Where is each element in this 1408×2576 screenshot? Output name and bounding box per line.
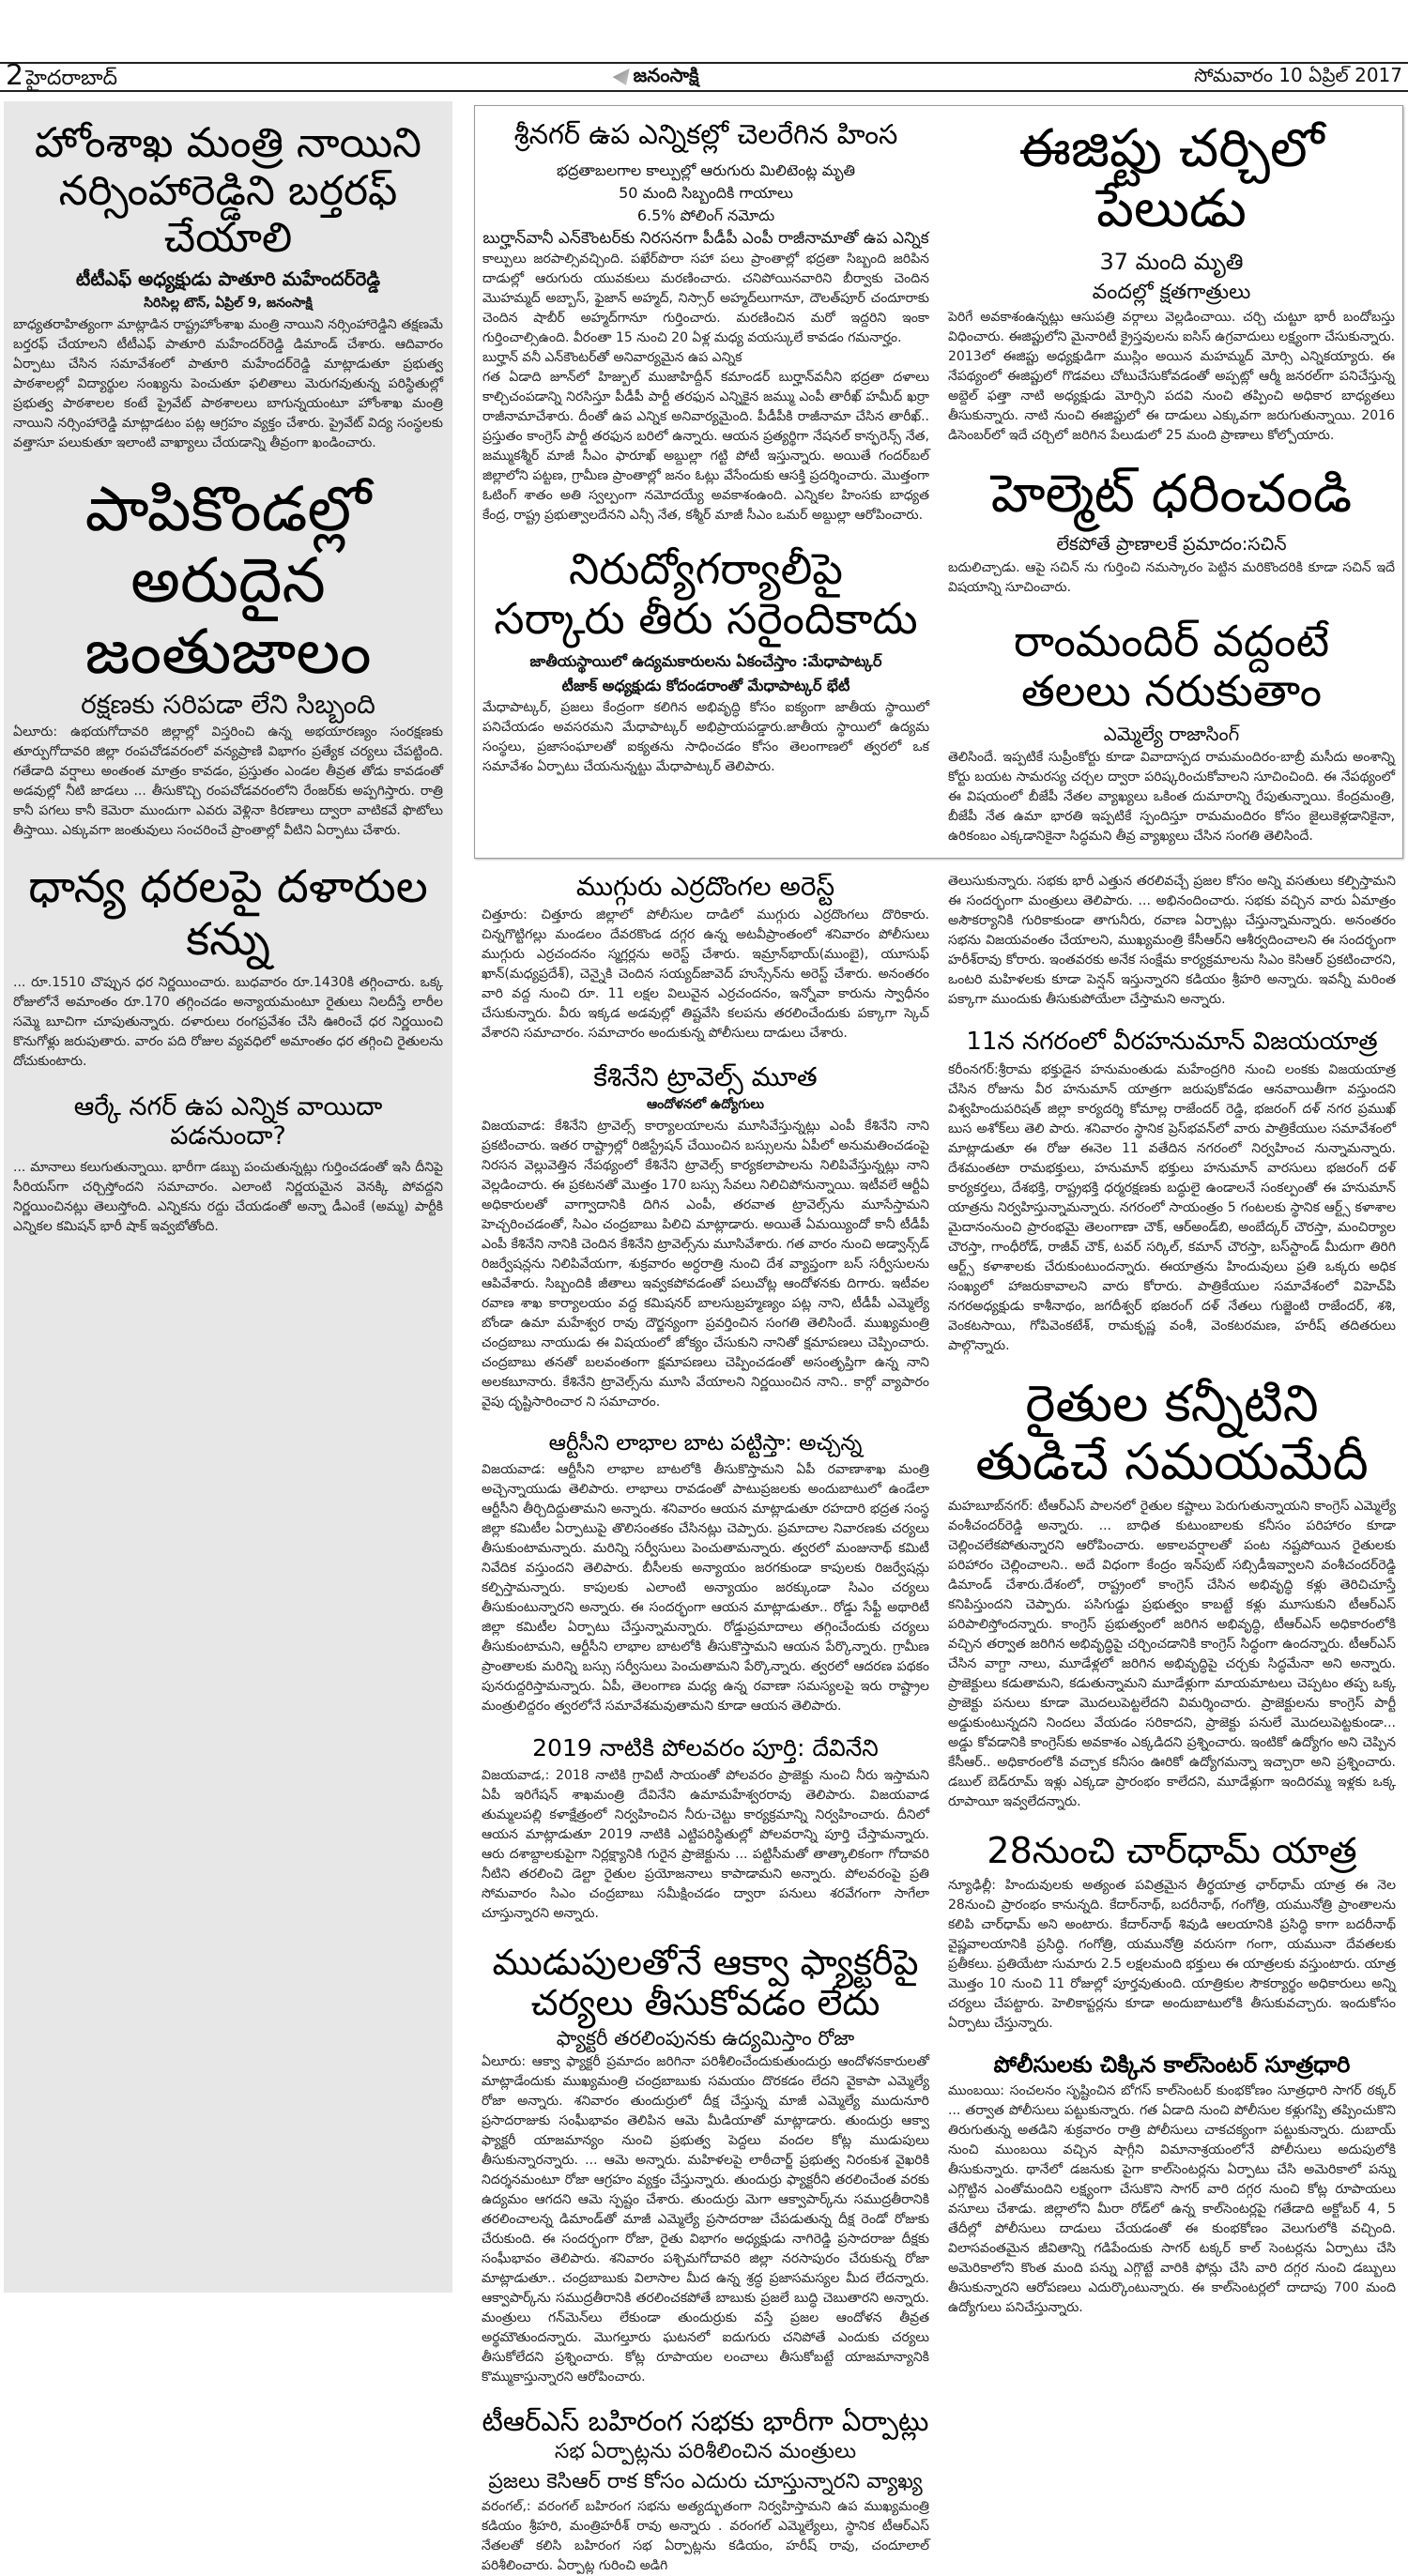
article-body: ... మానాలు కలుగుతున్నాయి. భారీగా డబ్బు పంచుతున్నట్లు గుర్తించడంతో ఇసి దీనిపై సీరియస్‌గా చర్చిస్తోందని సమాచారం. ఎలాంటి నిర్ణయమైన వెనక్కి పోవద్దని నిర్ణయించినట్లు తెలుస్తోంది. ఎన్నికను రద్దు చేయడంతో అన్నా డీఎంకే (అమ్మ) పార్టీకి ఎన్నికల కమిషన్ భారీ షాక్ ఇవ్వబోతోంది. bbox=[13, 1159, 443, 1234]
article-rk-nagar bbox=[13, 1092, 443, 1237]
article-body: బదులిచ్చాడు. ఆపై సచిన్ ను గుర్తించి నమస్కారం పెట్టిన మరికొందరికి కూడా సచిన్ ఇదే విషయాన్ని సూచించారు. bbox=[948, 560, 1395, 596]
subhead: లేకపోతే ప్రాణాలకే ప్రమాదం:సచిన్ bbox=[1056, 534, 1287, 556]
subhead: జాతీయస్థాయిలో ఉద్యమకారులను ఏకంచేస్తాం :మేధాపాట్కర్ bbox=[529, 652, 882, 671]
headline: హోంశాఖ మంత్రి నాయిని bbox=[34, 119, 422, 167]
issue-date: సోమవారం 10 ఏప్రిల్ 2017 bbox=[1194, 63, 1402, 86]
subhead: రక్షణకు సరిపడా లేని సిబ్బంది bbox=[81, 689, 375, 721]
headline: ముగ్గురు ఎర్రదొంగల అరెస్ట్ bbox=[575, 870, 835, 902]
headline: రైతుల కన్నీటిని bbox=[1025, 1373, 1319, 1433]
headline: ఆర్టీసీని లాభాల బాట పట్టిస్తా: అచ్చన్న bbox=[548, 1431, 863, 1456]
article-egypt-blast bbox=[948, 119, 1395, 446]
article-polavaram bbox=[482, 1735, 929, 1924]
headline: పాపికొండల్లో bbox=[84, 472, 372, 545]
article-srinagar bbox=[482, 119, 929, 526]
headline: పోలీసులకు చిక్కిన కాల్‌సెంటర్ సూత్రధారి bbox=[993, 2050, 1351, 2078]
article-body: న్యూఢిల్లీ: హిందువులకు అత్యంత పవిత్రమైన తీర్థయాత్ర ఛార్‌ధామ్ యాత్ర ఈ నెల 28నుంచి ప్రారంభం కానున్నది. కేదార్‌నాథ్, బదరీనాథ్, గంగోత్రి, యమునోత్రి ప్రాంతాలను కలిపి చార్‌ధామ్ అని అంటారు. కేదార్‌నాథ్ శివుడి ఆలయానికి ప్రసిద్ధి కాగా బదరీనాథ్ వైష్ణవాలయానికి ప్రసిద్ధి. గంగోత్రి, యమునోత్రి వరుసగా గంగా, యమునా దేవతలకు ప్రతీకలు. ప్రతియేటా సుమారు 2.5 లక్షలమంది భక్తులు ఈ యాత్రలకు వస్తుంటారు. యాత్ర మొత్తం 10 నుంచి 11 రోజుల్లో పూర్తవుతుంది. యాత్రికుల సౌకర్యార్థం అధికారులు అన్ని చర్యలు చేపట్టారు. హెలికాప్టర్లను కూడా అందుబాటులోకి తీసుకువచ్చారు. ఇందుకోసం ఏర్పాటు చేస్తున్నారు. bbox=[948, 1877, 1396, 2031]
article-farmers bbox=[948, 1375, 1396, 1812]
article-body: ఏలూరు: ఆక్వా ఫ్యాక్టరీ ప్రమాదం జరిగినా పరిశీలించేందుకుతుందుర్రు ఆందోళనకారులతో మాట్లాడేందుకు ముఖ్యమంత్రి చంద్రబాబుకు సమయం దొరకడం లేదని వైకాపా ఎమ్మెల్యే రోజా అన్నారు. శనివారం తుందుర్రులో దీక్ష చేస్తున్న మాజీ ఎమ్మెల్యే ముదునూరి ప్రసాదరాజుకు సంఘీభావం తెలిపిన ఆమె మీడియాతో మాట్లాడారు. తుందుర్రు ఆక్వా ఫ్యాక్టరీ యాజమాన్యం నుంచి ప్రభుత్వ పెద్దలు వందల కోట్ల ముడుపులు తీసుకున్నారన్నారు. ... ఆమె అన్నారు. మహిళలపై లాఠీచార్జ్ ప్రభుత్వ నిరంకుశ వైఖరికి నిదర్శనమంటూ రోజా ఆగ్రహం వ్యక్తం చేస్తున్నారు. తుందుర్రు ఫ్యాక్టరీని తరలించేంత వరకు ఉద్యమం ఆగదని ఆమె స్పష్టం చేశారు. తుందుర్రు మెగా ఆక్వాపార్క్‌ను సముద్రతీరానికి తరలించాలన్న డిమాండ్‌తో మాజీ ఎమ్మెల్యే ప్రసాదరాజు చేపడుతున్న దీక్ష రెండో రోజుకు చేరుకుంది. ఈ సందర్భంగా రోజా, రైతు విభాగం అధ్యక్షుడు నాగిరెడ్డి ప్రసాదరాజు దీక్షకు సంఘీభావం తెలిపారు. శనివారం పశ్చిమగోదావరి జిల్లా నరసాపురం చేరుకున్న రోజా మాట్లాడుతూ.. చంద్రబాబుకు విలాసాల మీద ఉన్న శ్రద్ధ ప్రజాసమస్యల మీద లేదన్నారు. ఆక్వాపార్క్‌ను సముద్రతీరానికి తరలించకపోతే బాబుకు ప్రజలే బుద్ధి చెబుతారని అన్నారు. మంత్రులు గన్‌మెన్‌లు లేకుండా తుందుర్రుకు వస్తే ప్రజల ఆందోళన తీవ్రత అర్థమౌతుందన్నారు. మొగల్తూరు ఘటనలో ఐదుగురు చనిపోతే ఎందుకు చర్యలు తీసుకోలేదని ప్రశ్నించారు. కోట్ల రూపాయల లంచాలు తీసుకోబట్టే యాజమాన్యానికి కొమ్ముకాస్తున్నారని ఆరోపించారు. bbox=[482, 2053, 929, 2385]
article-unemployment-rally bbox=[482, 544, 929, 777]
headline: 2019 నాటికి పోలవరం పూర్తి: దేవినేని bbox=[532, 1733, 879, 1761]
article-call-center bbox=[948, 2052, 1396, 2319]
headline: రాంమందిర్ వద్దంటే bbox=[1013, 616, 1330, 667]
lower-columns bbox=[474, 872, 1403, 2576]
subhead: సభ ఏర్పాట్లను పరిశీలించిన మంత్రులు bbox=[554, 2440, 857, 2464]
headline: సర్కారు తీరు సరైందికాదు bbox=[494, 593, 918, 645]
subhead: బుర్హాన్‌వానీ ఎన్‌కౌంటర్‌కు నిరసనగా పీడీపీ ఎంపీ రాజీనామాతో ఉప ఎన్నిక bbox=[482, 229, 929, 249]
subhead: భద్రతాబలగాల కాల్పుల్లో ఆరుగురు మిలిటెంట్ల మృతి bbox=[557, 161, 855, 180]
headline: అరుదైన జంతుజాలం bbox=[84, 543, 372, 688]
article-grain-prices bbox=[13, 861, 443, 1071]
article-body: పెరిగే అవకాశంఉన్నట్లు ఆసుపత్రి వర్గాలు వెల్లడించాయి. చర్చి చుట్టూ భారీ బందోబస్తు విధించారు. ఈజిప్టులోని మైనారిటీ క్రైస్తవులను ఐసిస్ ఉగ్రవాదులు లక్ష్యంగా చేసుకున్నారు. 2013లో ఈజిప్టు అధ్యక్షుడిగా ముస్లిం అయిన మహమ్మద్ మోర్సి ఎన్నికయ్యారు. ఈ నేపథ్యంలో ఈజిప్టులో గొడవలు చోటుచేసుకోవడంతో అప్పట్లో ఆర్మీ జనరల్‌గా పనిచేస్తున్న అబ్దెల్ ఫత్తా నాటి అధ్యక్షుడు మోర్సిని పదవి నుంచి తప్పించి అధికార బాధ్యతలు తీసుకున్నారు. నాటి నుంచి ఈజిప్టులో ఈ దాడులు ఎక్కువగా జరుగుతున్నాయి. 2016 డిసెంబర్‌లో ఇదే చర్చిలో జరిగిన పేలుడులో 25 మంది ప్రాణాలు కోల్పోయారు. bbox=[948, 309, 1395, 443]
headline: తలలు నరుకుతాం bbox=[1020, 665, 1323, 717]
subhead: ప్రజలు కెసిఆర్ రాక కోసం ఎదురు చూస్తున్నారని వ్యాఖ్య bbox=[488, 2470, 923, 2494]
paper-name: జనంసాక్షి bbox=[633, 63, 699, 86]
headline: ధాన్య ధరలపై దళారుల కన్ను bbox=[28, 861, 428, 966]
headline: శ్రీనగర్ ఉప ఎన్నికల్లో చెలరేగిన హింస bbox=[513, 118, 898, 150]
inline-subhead: బుర్హాన్ వనీ ఎన్‌కౌంటర్‌తో అనివార్యమైన ఉప ఎన్నిక bbox=[482, 350, 742, 366]
subhead: 37 మంది మృతి bbox=[1099, 248, 1244, 275]
subhead: ఫ్యాక్టరీ తరలింపునకు ఉద్యమిస్తాం రోజా bbox=[556, 2026, 855, 2050]
article-body: తెలుసుకున్నారు. సభకు భారీ ఎత్తున తరలివచ్చే ప్రజల కోసం అన్ని వసతులు కల్పిస్తామని ఈ సందర్భంగా మంత్రులు తెలిపారు. ... అభినందించారు. సభకు వచ్చిన వారు ఏమాత్రం అసౌకర్యానికి గురికాకుండా తాగునీరు, రవాణ ఏర్పాట్లు చేస్తున్నామన్నారు. అనంతరం సభను విజయవంతం చేయాలని, ముఖ్యమంత్రి కేసీఆర్‌ని ఆశీర్వదించాలని ఈ సందర్భంగా హరీశ్‌రావు కోరారు. ఇంతవరకు అనేక సంక్షేమ కార్యక్రమాలను సిఎం కెసిఆర్ ప్రకటించారని, ఒంటరి మహిళలకు కూడా పెన్షన్ ఇస్తున్నారని కడియం శ్రీహరి అన్నారు. ఇవన్నీ మరింత పక్కాగా ముందుకు తీసుకుపోయేలా చేస్తామని అన్నారు. bbox=[948, 873, 1396, 1007]
article-body: విజయవాడ: ఆర్టీసీని లాభాల బాటలోకి తీసుకొస్తామని ఏపీ రవాణాశాఖ మంత్రి అచ్చెన్నాయుడు తెలిపారు. లాభాలు రావడంతో పాటుప్రజలకు అందుబాటులో ఉండేలా ఆర్టీసీని తీర్చిదిద్దుతామని అన్నారు. శనివారం ఆయన మాట్లాడుతూ రహదారి భద్రత సంస్థ జిల్లా కమిటీల ఏర్పాటుపై తొలిసంతకం చేసినట్లు చెప్పారు. ప్రమాదాల నివారణకు చర్యలు తీసుకుంటామన్నారు. మరిన్ని సర్వీసులు పెంచుతామన్నారు. త్వరలో మంజునాథ్ కమిటీ నివేదిక వస్తుందని తెలిపారు. బీసీలకు అన్యాయం జరగకుండా కాపులకు రిజర్వేషన్లు కల్పిస్తామన్నారు. కాపులకు ఎలాంటి అన్యాయం జరక్కుండా సిఎం చర్యలు తీసుకుంటున్నారని అన్నారు. ఈ సందర్భంగా ఆయన మాట్లాడుతూ.. రోడ్డు సేఫ్టీ అథారిటీ జిల్లా కమిటీల ఏర్పాటు చేస్తున్నామన్నారు. రోడ్డుప్రమాదాలు తగ్గించేందుకు చర్యలు తీసుకుంటామని, ఆర్టీసీని లాభాల బాటలోకి తీసుకొస్తామని ఆయన పేర్కొన్నారు. గ్రామీణ ప్రాంతాలకు మరిన్ని బస్సు సర్వీసులు పెంచుతామని పేర్కొన్నారు. త్వరలో ఆదరణ పథకం పునరుద్దరిస్తామన్నారు. ఏపీ, తెలంగాణ మధ్య ఉన్న రవాణా సమస్యలపై ఇరు రాష్ట్రాల మంత్రులిద్దరం త్వరలోనే సమావేశమవుతామని కూడా ఆయన తెలిపారు. bbox=[482, 1461, 929, 1714]
article-home-minister bbox=[13, 120, 443, 453]
middle-column bbox=[482, 872, 929, 2576]
article-body: కాల్పులు జరపాల్సివచ్చింది. పఖేర్‌పొరా సహా పలు ప్రాంతాల్లో భద్రతా సిబ్బంది జరిపిన దాడుల్లో ఆరుగురు యువకులు మరణించారు. చనిపోయినవారిని బీర్వాకు చెందిన మొహమ్మద్ అబ్బాస్, ఫైజాన్ అహ్మద్, నిస్సార్ అహ్మద్‌లుగానూ, దౌలత్‌పూర్ చందూరాకు చెందిన షాబీర్ అహ్మద్‌గానూ గుర్తించారు. మరణించిన మరో ఇద్దరిని ఇంకా గుర్తించాల్సిఉంది. వీరంతా 15 నుంచి 20 ఏళ్ల మధ్య వయస్కులే కావడం గమనార్హం. bbox=[482, 252, 929, 346]
article-body: ఏలూరు: ఉభయగోదావరి జిల్లాల్లో విస్తరించి ఉన్న అభయారణ్యం సంరక్షణకు తూర్పుగోదావరి జిల్లా రంపచోడవరంలో వన్యప్రాణి విభాగం ప్రత్యేక చర్యలు చేపట్టింది. గతేడాది వర్షాలు అంతంత మాత్రం కావడం, ప్రస్తుతం ఎండల తీవ్రత తోడు కావడంతో అడవుల్లో నీటి జాడలు ... తీసుకొచ్చి రంపచోడవరంలోని రేంజర్‌కు అప్పగిస్తారు. రాత్రి కానీ పగలు కానీ కెమెరా ముందుగా ఎవరు వెళ్లినా కిరణాలు ద్వారా వాటికవే ఫొటోలు తీస్తాయి. ఎక్కువగా జంతువులు సంచరించే ప్రాంతాల్లో వీటిని ఏర్పాటు చేశారు. bbox=[13, 724, 443, 839]
top-middle-column bbox=[482, 119, 929, 846]
article-body: వరంగల్,: వరంగల్ బహిరంగ సభను అత్యద్భుతంగా నిర్వహిస్తామని ఉప ముఖ్యమంత్రి కడియం శ్రీహరి, మంత్రిహరీశ్ రావు అన్నారు . వరంగల్ ఎమ్మెల్యేలు, స్థానిక టీఆర్ఎస్ నేతలతో కలిసి బహిరంగ సభ ఏర్పాట్లను కడియం, హరీష్ రావు, చందూలాల్ పరిశీలించారు. ఏర్పాట్ల గురించి అడిగి bbox=[482, 2499, 929, 2574]
headline: హెల్మెట్ ధరించండి bbox=[990, 463, 1353, 525]
headline: ఈజిప్టు చర్చిలో పేలుడు bbox=[1018, 118, 1324, 240]
headline: ఆర్కే నగర్ ఉప ఎన్నిక వాయిదా పడనుందా? bbox=[73, 1091, 383, 1151]
article-smugglers-arrest bbox=[482, 872, 929, 1044]
top-right-column bbox=[948, 119, 1395, 846]
headline: కేశినేని ట్రావెల్స్ మూత bbox=[593, 1061, 818, 1093]
headline: చర్యలు తీసుకోవడం లేదు bbox=[530, 1982, 880, 2024]
article-aqua-factory bbox=[482, 1943, 929, 2387]
page-label bbox=[6, 59, 117, 95]
subhead: 6.5% పోలింగ్ నమోదు bbox=[636, 206, 775, 225]
article-chardham-yatra bbox=[948, 1831, 1396, 2034]
headline: 28నుంచి చార్‌ధామ్ యాత్ర bbox=[987, 1830, 1357, 1872]
article-body: ... రూ.1510 చొప్పున ధర నిర్ణయించారు. బుధవారం రూ.1430కి తగ్గించారు. ఒక్క రోజులోనే అమాంతం రూ.170 తగ్గించడం అన్యాయమంటూ రైతులు నిలదీస్తే లారీల సమ్మె బూచిగా చూపుతున్నారు. దళారులు రంగప్రవేశం చేసి ఊరించే ధర నిర్ణయించి కొనుగోళ్లు జరుపుతారు. వారం పది రోజుల వ్యవధిలో అమాంతం ధర తగ్గించి రైతులను దోచుకుంటారు. bbox=[13, 974, 443, 1069]
headline: ముడుపులతోనే ఆక్వా ఫ్యాక్టరీపై bbox=[492, 1941, 919, 1983]
subhead: వందల్లో క్షతగాత్రులు bbox=[1092, 280, 1251, 304]
article-body: మేధాపాట్కర్, ప్రజలు కేంద్రంగా కలిగిన అభివృద్ధి కోసం ఐక్యంగా జాతీయ స్థాయిలో పనిచేయడం అవసరమని మేధాపాట్కర్ అభిప్రాయపడ్డారు.జాతీయ స్థాయిలో ఉద్యమ సంస్థలు, ప్రజాసంఘాలతో ఐక్యతను సాధించడం కోసం తెలంగాణలో త్వరలో ఒక సమావేశం ఏర్పాటు చేయనున్నట్టు మేధాపాట్కర్ తెలిపారు. bbox=[482, 700, 929, 775]
headline: నర్సింహారెడ్డిని బర్తరఫ్ చేయాలి bbox=[58, 166, 398, 263]
article-body: గత ఏడాది జూన్‌లో హిజ్బుల్ ముజాహిద్దీన్ కమాండర్ బుర్హాన్‌వనీని భద్రతా దళాలు కాల్చిచంపడాన్ని నిరసిస్తూ పీడీపీ పార్టీ తరఫున ఎన్నికైన జమ్ము ఎంపీ తారీఖ్ హమీద్ ఖర్రా రాజీనామాచేశారు. దీంతో ఉప ఎన్నిక అనివార్యమైంది. పీడీపీకి రాజీనామా చేసిన తారీఖ్.. ప్రస్తుతం కాంగ్రెస్ పార్టీ తరఫున బరిలో ఉన్నారు. ఆయన ప్రత్యర్థిగా నేషనల్ కాన్ఫరెన్స్ నేత, జమ్ముకశ్మీర్ మాజీ సీఎం ఫారూఖ్ అబ్దుల్లా గట్టి పోటీ ఇస్తున్నారు. అయితే గందర్‌బల్ జిల్లాలోని పట్టణ, గ్రామీణ ప్రాంతాల్లో జనం ఓట్లు వేసేందుకు ఆసక్తి ప్రదర్శించారు. మొత్తంగా ఓటింగ్ శాతం అతి స్వల్పంగా నమోదయ్యే అవకాశంఉంది. ఎన్నికల హింసకు బాధ్యత కేంద్ర, రాష్ట్ర ప్రభుత్వాలదేనని ఎన్సీ నేత, కశ్మీర్ మాజీ సీఎం ఒమర్ అబ్దుల్లా ఆరోపించారు. bbox=[482, 370, 929, 524]
masthead bbox=[0, 59, 1408, 92]
article-rtc bbox=[482, 1431, 929, 1715]
article-body: ముంబయి: సంచలనం సృష్టించిన బోగస్ కాల్‌సెంటర్ కుంభకోణం సూత్రధారి సాగర్ ఠక్కర్ ... తర్వాత పోలీసులు పట్టుకున్నారు. గత ఏడాది నుంచి పోలీసుల కళ్లుగప్పి తప్పించుకొని తిరుగుతున్న అతడిని శుక్రవారం రాత్రి పోలీసులు చాకచక్యంగా పట్టుకున్నారు. దుబాయ్ నుంచి ముంబయి వచ్చిన షాగ్గీని విమానాశ్రయంలోనే పోలీసులు అదుపులోకి తీసుకున్నారు. థానేలో డజనుకు పైగా కాల్‌సెంటర్లను ఏర్పాటు చేసి అమెరికాలో పన్ను ఎగ్గొట్టిన ఎంతోమందిని లక్ష్యంగా చేసుకొని సాగర్ వారి దగ్గర నుంచి కోట్ల రూపాయలు వసూలు చేశాడు. జిల్లాలోని మీరా రోడ్‌లో ఉన్న కాల్‌సెంటర్లపై గతేడాది అక్టోబర్ 4, 5 తేదీల్లో పోలీసులు దాడులు చేయడంతో ఈ కుంభకోణం వెలుగులోకి వచ్చింది. విలాసవంతమైన జీవితాన్ని గడిపేందుకు సాగర్ టక్కర్ కాల్ సెంటర్లను ఏర్పాటు చేసి అమెరికాలోని కొంత మంది పన్ను ఎగ్గొట్టే వారికి ఫోన్లు చేసి వారి దగ్గర నుంచి డబ్బులు తీసుకున్నారని ఆరోపణలు ఎదుర్కొంటున్నారు. ఈ కాల్‌సెంటర్లలో దాదాపు 700 మంది ఉద్యోగులు పనిచేస్తున్నారు. bbox=[948, 2083, 1396, 2316]
article-body: తెలిసిందే. ఇప్పటికే సుప్రీంకోర్టు కూడా వివాదాస్పద రామమందిరం-బాబ్రీ మసీదు అంశాన్ని కోర్టు బయట సామరస్య చర్చల ద్వారా పరిష్కరించుకోవాలని సూచించింది. ఈ నేపథ్యంలో ఈ విషయంలో బీజేపీ నేతల వ్యాఖ్యలు ఒకింత దుమారాన్ని రేపుతున్నాయి. కేంద్రమంత్రి, బీజేపీ నేత ఉమా భారతి ఇప్పటికే స్పందిస్తూ రామమందిరం కోసం జైలుకెళ్లడానికైనా, ఉరికంబం ఎక్కడానికైనా సిద్ధమని తీవ్ర వ్యాఖ్యలు చేసిన సంగతి తెలిసిందే. bbox=[948, 749, 1395, 844]
headline: నిరుద్యోగర్యాలీపై bbox=[568, 543, 843, 595]
article-trs-meeting-continued bbox=[948, 872, 1396, 1010]
subhead: ఆందోళనలో ఉద్యోగులు bbox=[647, 1097, 764, 1113]
subhead: ఎమ్మెల్యే రాజాసింగ్ bbox=[1103, 722, 1240, 745]
article-body: బాధ్యతరాహిత్యంగా మాట్లాడిన రాష్ట్రహోంశాఖ మంత్రి నాయిని నర్సింహారెడ్డిని తక్షణమే బర్తరఫ్ చేయాలని టీటీఎఫ్ పాతూరి మహేందర్‌రెడ్డి డిమాండ్ చేశారు. ఆదివారం ఏర్పాటు చేసిన సమావేశంలో పాతూరి మహేందర్‌రెడ్డి మాట్లాడుతూ ప్రభుత్వ పాఠశాలల్లో విద్యార్థుల సంఖ్యను పెంచుతూ ఫలితాలు మెరుగవుతున్న పరిస్థితుల్లో ప్రభుత్వ పాఠశాలల కంటే ప్రైవేట్ పాఠశాలలు బాగున్నయంటూ హోంశాఖ మంత్రి నాయిని నర్సింహారెడ్డి మాట్లాడటం పట్ల ఆగ్రహం వ్యక్తం చేశారు. ప్రైవేట్ విద్య సంస్థలకు వత్తాసూ పలుకుతూ ఇలాంటి వాఖ్యాలు చేయడాన్ని తీవ్రంగా ఖండించారు. bbox=[13, 316, 443, 450]
headline: 11న నగరంలో వీరహనుమాన్ విజయయాత్ర bbox=[966, 1027, 1378, 1056]
article-helmet bbox=[948, 465, 1395, 598]
newspaper-logo bbox=[613, 64, 699, 91]
dateline: సిరిసిల్ల టౌన్, ఏప్రిల్ 9, జనంసాక్షి bbox=[144, 295, 313, 311]
subhead: 50 మంది సిబ్బందికి గాయాలు bbox=[619, 184, 793, 203]
article-body: మహబూబ్‌నగర్: టీఆర్ఎస్ పాలనలో రైతుల కష్టాలు పెరుగుతున్నాయని కాంగ్రెస్ ఎమ్మెల్యే వంశీచందర్‌రెడ్డి అన్నారు. ... బాధిత కుటుంబాలకు కనీసం పరిహారం కూడా చెల్లించలేకపోతున్నారని ఆరోపించారు. అకాలవర్షాలతో పంట నష్టపోయిన రైతులకు పరిహారం చెల్లించాలని.. అదే విధంగా కేంద్రం ఇన్‌పుట్ సబ్సిడీఇవ్వాలని వంశీచందర్‌రెడ్డి డిమాండ్ చేశారు.దేశంలో, రాష్ట్రంలో కాంగ్రెస్ చేసిన అభివృద్ధి కళ్లు తెరిచిచూస్తే కనిపిస్తుందని చెప్పారు. పసిగుడ్డు ప్రభుత్వం కాబట్టే కళ్లు మూసుకుని టీఆర్ఎస్ పరిపాలిస్తోందన్నారు. కాంగ్రెస్ ప్రభుత్వంలో జరిగిన అభివృద్ధి, టీఆర్ఎస్ అధికారంలోకి వచ్చిన తర్వాత జరిగిన అభివృద్ధిపై చర్చించడానికి కాంగ్రెస్ సిద్ధంగా ఉందన్నారు. టీఆర్ఎస్ చేసిన వాగ్దా నాలు, మూడేళ్లలో జరిగిన అభివృద్ధిపై చర్చకు సిద్ధమేనా అని అన్నారు. ప్రాజెక్టులు కడుతామని, కడుతున్నామని మూడేళ్లుగా మాయమాటలు చెప్పటం తప్ప ఒక్క ప్రాజెక్టు పనులు కూడా మొదలుపెట్టలేదని విమర్శించారు. ప్రాజెక్టులను కాంగ్రెస్ పార్టీ అడ్డుకుంటున్నదని నిందలు వేయడం సరికాదని, ప్రాజెక్టు పనులే మొదలుపెట్టకుండా... అడ్డు కోవడానికి కాంగ్రెస్‌కు అవకాశం ఎక్కడిదని ప్రశ్నించారు. ఇంటికో ఉద్యోగం అని చెప్పిన కేసీఆర్.. అధికారంలోకి వచ్చాక కనీసం ఊరికో ఉద్యోగమన్నా ఇచ్చారా అని ప్రశ్నించారు. డబుల్ బెడ్‌రూమ్ ఇళ్లు ఎక్కడా ప్రారంభం కాలేదని, మూడేళ్లుగా ఇందిరమ్మ ఇళ్లకు ఒక్క రూపాయీ ఇవ్వలేదన్నారు. bbox=[948, 1499, 1396, 1810]
headline: తుడిచే సమయమేదీ bbox=[975, 1431, 1369, 1491]
article-hanuman-yatra bbox=[948, 1029, 1396, 1356]
article-kesineni-travels bbox=[482, 1062, 929, 1412]
section-name: హైదరాబాద్ bbox=[25, 67, 118, 90]
right-column bbox=[948, 872, 1396, 2576]
subhead: టీజాక్ అధ్యక్షుడు కోదండరాంతో మేధాపాట్కర్ భేటీ bbox=[561, 677, 850, 695]
article-body: విజయవాడ: కేశినేని ట్రావెల్స్ కార్యాలయాలను మూసివేస్తున్నట్లు ఎంపీ కేశినేని నాని ప్రకటించారు. ఇతర రాష్ట్రాల్లో రిజిస్ట్రేషన్ చేయించిన బస్సులను ఏపీలో అనుమతించడంపై నిరసన వెల్లువెత్తిన నేపథ్యంలో కేశినేని ట్రావెల్స్ కార్యకలాపాలను నిలిపివేస్తున్నట్లు నాని వెల్లడించారు. ఈ ప్రకటనతో మొత్తం 170 బస్సు సేవలు నిలిచిపోనున్నాయి. ఇటీవలే ఆర్టీఏ అధికారులతో వాగ్వాదానికి దిగిన ఎంపీ, తరవాత ట్రావెల్స్‌ను మూసేస్తామని హెచ్చరించడంతో, సిఎం చంద్రబాబు పిలిచి మాట్లాడారు. అయితే ఏమయ్యిందో కానీ టీడీపీ ఎంపీ కేశినేని నానికి చెందిన కేశినేని ట్రావెల్స్‌ను మూసివేశారు. గత వారం నుంచి అడ్వాన్స్‌డ్ రిజర్వేషన్లను నిలిపివేయగా, శుక్రవారం అర్ధరాత్రి నుంచి దేశ వ్యాప్తంగా బస్ సర్వీసులను ఆపివేశారు. సిబ్బందికి జీతాలు ఇవ్వకపోవడంతో పలుచోట్ల ఆందోళనకు దిగారు. ఇటీవల రవాణ శాఖ కార్యాలయం వద్ద కమిషనర్ బాలసుబ్రహ్మణ్యం పట్ల నాని, టీడీపీ ఎమ్మెల్యే బోండా ఉమా మహేశ్వర రావు దౌర్జన్యంగా ప్రవర్తించిన సంగతి తెలిసిందే. ముఖ్యమంత్రి చంద్రబాబు నాయుడు ఈ విషయంలో జోక్యం చేసుకుని నానితో క్షమాపణలు చెప్పించారు. చంద్రబాబు తనతో బలవంతంగా క్షమాపణలు చెప్పించడంతో అసంతృప్తిగా ఉన్న నాని అలకబూనారు. కేశినేని ట్రావెల్స్‌ను మూసి వేయాలని నిర్ణయించిన నాని.. కార్గో వ్యాపారం వైపు దృష్టిసారించార ని సమాచారం. bbox=[482, 1119, 929, 1410]
page-number: 2 bbox=[6, 59, 24, 92]
top-feature-box bbox=[474, 105, 1403, 859]
article-body: చిత్తూరు: చిత్తూరు జిల్లాలో పోలీసుల దాడిలో ముగ్గురు ఎర్రదొంగలు దొరికారు. చిన్నగొట్టిగల్లు మండలం దేవరకొండ దగ్గర ఉన్న అటవీప్రాంతంలో శనివారం పోలీసులు ముగ్గురు ఎర్రచందనం స్మగ్లర్లను అరెస్ట్ చేశారు. ఇమ్రాన్‌భాయ్(ముంబై), యూసుఫ్ ఖాన్(మధ్యప్రదేశ్), చెన్నైకి చెందిన సయ్యద్‌జావెద్ హుస్సేన్‌ను అరెస్ట్ చేశారు. అనంతరం వారి వద్ద నుంచి రూ. 11 లక్షల విలువైన ఎర్రచందనం, ఇన్నోవా కారును స్వాధీనం చేసుకున్నారు. వీరు ఇక్కడ అడవుల్లో తిష్టవేసి కలపను తరలించేందుకు పక్కాగా స్కెచ్ వేశారని సమాచారం. సమాచారం అందుకున్న పోలీసులు దాడులు చేశారు. bbox=[482, 907, 929, 1042]
logo-icon bbox=[613, 69, 630, 85]
article-trs-meeting bbox=[482, 2406, 929, 2576]
article-body: విజయవాడ,: 2018 నాటికి గ్రావిటీ సాయంతో పోలవరం ప్రాజెక్టు నుంచి నీరు ఇస్తామని ఏపీ ఇరిగేషన్ శాఖమంత్రి దేవినేని ఉమామహేశ్వరరావు తెలిపారు. విజయవాడ తుమ్మలపల్లి కళాక్షేత్రంలో నిర్వహించిన నీరు-చెట్టు కార్యక్రమాన్ని నిర్వహించారు. దీనిలో ఆయన మాట్లాడుతూ 2019 నాటికి ఎట్టిపరిస్థితుల్లో పోలవరాన్ని పూర్తి చేస్తామన్నారు. ఆరు దశాబ్దాలకుపైగా నిర్లక్ష్యానికి గురైన ప్రాజెక్టును ... పట్టిసీమతో తాత్కాలికంగా గోదావరి నీటిని తరలించి డెల్టా రైతుల ప్రయోజనాలు కాపాడామని అన్నారు. పోలవరంపై ప్రతి సోమవారం సిఎం చంద్రబాబు సమీక్షించడం ద్వారా పనులు శరవేగంగా సాగేలా చూస్తున్నారని అన్నారు. bbox=[482, 1767, 929, 1921]
headline: టీఆర్ఎస్ బహిరంగ సభకు భారీగా ఏర్పాట్లు bbox=[482, 2404, 929, 2437]
article-papikondalu bbox=[13, 474, 443, 842]
left-column bbox=[4, 101, 452, 2293]
article-body: కరీంనగర్:శ్రీరామ భక్తుడైన హనుమంతుడు మహేంద్రగిరి నుంచి లంకకు విజయయాత్ర చేసిన రోజును వీర హనుమాన్ యాత్రగా జరుపుకోవడం ఆనవాయితీగా వస్తుందని విశ్వహిందుపరిషత్ జిల్లా కార్యదర్శి కోమాల్ల రాజేందర్ రెడ్డి, భజరంగ్ దళ్ నగర ప్రముఖ్ బుస అశోక్‌లు తెలి పారు. శనివారం స్థానిక ప్రెస్‌భవన్‌లో వారు పాత్రికేయుల సమావేశంలో మాట్లాడుతూ ఈ రోజు ఈనెల 11 వతేదిన నగరంలో నిర్వహించ నున్నామన్నారు. దేశమంతటా రామభక్తులు, హనుమాన్ భక్తులు హనుమాన్ వారసులు భజరంగ్ దళ్ కార్యకర్తలు, దేశభక్తి, రాష్ట్రభక్తి ధర్మరక్షణకు బద్ధులై ఉండాలనే సంకల్పంతో ఈ హనుమాన్ యాత్రను నిర్వహిస్తున్నామన్నారు. నగరంలో సాయంత్రం 5 గంటలకు స్థానిక ఆర్ట్స్ కళాశాల మైదానంనుంచి ప్రారంభమై తెలంగాణా చౌక్, ఆర్అండ్‌బి, అంబేద్కర్ చౌరస్తా, మంచిర్యాల చౌరస్తా, గాంధీరోడ్, రాజీవ్ చౌక్, టవర్ సర్కిల్, కమాన్ చౌరస్తా, బస్‌స్టాండ్ మీదుగా తిరిగి ఆర్ట్స్ కళాశాలకు చేరుకుంటుందన్నారు. ఈయాత్రను హిందువులు ప్రతి ఒక్కరు అధిక సంఖ్యలో హాజరుకావాలని వారు కోరారు. పాత్రికేయుల సమావేశంలో విహెచ్‌పి నగరఅధ్యక్షుడు కాశీనాథం, జగదీశ్వర్ భజరంగ్ దళ్ నేతలు గుజ్జెంటి రాజేందర్, శశి, వెంకటసాయి, గోపివెంకటేశ్, రామకృష్ణ వంశీ, వెంకటరమణ, హరీష్ తదితరులు పాల్గొన్నారు. bbox=[948, 1061, 1396, 1353]
article-ram-mandir bbox=[948, 617, 1395, 846]
subhead: టీటీఎఫ్ అధ్యక్షుడు పాతూరి మహేందర్‌రెడ్డి bbox=[75, 267, 381, 290]
main-area bbox=[474, 105, 1403, 2576]
